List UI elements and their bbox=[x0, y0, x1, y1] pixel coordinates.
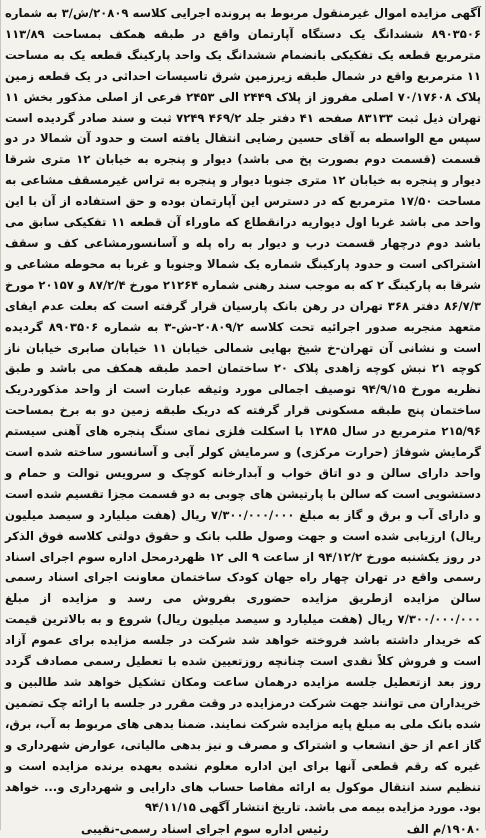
notice-footer bbox=[5, 820, 481, 838]
notice-body: آگهی مزایده اموال غیرمنقول مربوط به پرونده اجرایی کلاسه ۲۰۸۰۹/ش/۳ به شماره ۸۹۰۳۵۰۶ ششدانگ یک دستگاه آپارتمان واقع در طبقه همکف بمساحت ۱۱۳/۸۹ مترمربع قطعه یک تفکیکی بانضمام ششدانگ یک واحد پارکینگ قطعه یک به مساحت ۱۱ مترمربع واقع در شمال طبقه زیرزمین شرق تاسیسات احداثی در یک قطعه زمین پلاک ۷۰/۱۷۶۰۸ اصلی مفروز از پلاک ۲۴۴۹ الی ۲۴۵۳ فرعی از اصلی مذکور بخش ۱۱ تهران ذیل ثبت ۸۳۱۳۳ صفحه ۴۱ دفتر جلد ۴۶۹/۲ ۷۲۴۹ ثبت و سند صادر گردیده است سپس مع الواسطه به آقای حسین رضایی انتقال یافته است و حدود آن شمالا در دو قسمت (قسمت دوم بصورت پخ می باشد) دیوار و پنجره به خیابان ۱۲ متری شرقا دیوار و پنجره به خیابان ۱۲ متری جنوبا دیوار و پنجره به تراس غیرمسقف مشاعی به مساحت ۱۷/۵۰ مترمربع که در دسترس این آپارتمان بوده و حق استفاده از آن با این واحد می باشد غربا اول دیواریه درانقطاع که ماوراء آن قطعه ۱۱ تفکیکی سابق می باشد دوم درچهار قسمت درب و دیوار به راه پله و آسانسورمشاعی کف و سقف اشتراکی است و حدود پارکینگ شماره یک شمالا وجنوبا و غربا به محوطه مشاعی و شرقا به پارکینگ ۲ که به موجب سند رهنی شماره ۲۱۲۶۴ مورخ ۸۷/۲/۴ و ۲۰۱۵۷ مورخ ۸۶/۷/۳ دفتر ۳۶۸ تهران در رهن بانک پارسیان قرار گرفته است که بعلت عدم ایفای متعهد منجربه صدور اجرائیه تحت کلاسه ۲۰۸۰۹/۲-ش-۳ به شماره ۸۹۰۳۵۰۶ گردیده است و نشانی آن تهران-خ شیخ بهایی شمالی خیابان ۱۱ خیابان صابری خیابان ناز کوچه ۲۱ نبش کوچه زاهدی پلاک ۲۰ ساختمان احمد طبقه همکف می باشد و طبق نظریه مورخ ۹۴/۹/۱۵ توصیف اجمالی مورد وثیقه عبارت است از واحد مذکوردریک ساختمان پنج طبقه مسکونی قرار گرفته که دریک طبقه زمین دو به برخ بمساحت ۲۱۵/۹۶ مترمربع در سال ۱۳۸۵ با اسکلت فلزی نمای سنگ پنجره های آهنی سیستم گرمایش شوفاژ (حرارت مرکزی) و سرمایش کولر آبی و آسانسور ساخته شده است واحد دارای سالن و دو اتاق خواب و آبدارخانه کوچک و سرویس توالت و حمام و دستشویی است که سالن با پارتیشن های چوبی به دو قسمت مجزا تقسیم شده است و دارای آب و برق و گاز به مبلغ ۷/۳۰۰/۰۰۰/۰۰۰ ریال (هفت میلیارد و سیصد میلیون ریال) ارزیابی شده است و جهت وصول طلب بانک و حقوق دولتی کلاسه فوق الذکر در روز یکشنبه مورخ ۹۴/۱۲/۲ از ساعت ۹ الی ۱۲ ظهردرمحل اداره سوم اجرای اسناد رسمی واقع در تهران چهار راه جهان کودک ساختمان معاونت اجرای اسناد رسمی سالن مزایده ازطریق مزایده حضوری بفروش می رسد و مزایده از مبلغ ۷/۳۰۰/۰۰۰/۰۰۰ ریال (هفت میلیارد و سیصد میلیون ریال) شروع و به بالاترین قیمت که خریدار داشته باشد فروخته خواهد شد شرکت در جلسه مزایده برای عموم آزاد است و فروش کلاً نقدی است چنانچه روزتعیین شده با تعطیل رسمی مصادف گردد روز بعد ازتعطیل جلسه مزایده درهمان ساعت ومکان تشکیل خواهد شد طالبین و خریداران می توانند جهت شرکت درمزایده در وقت مقرر در جلسه با ارائه چک تضمین شده بانک ملی به مبلغ پایه مزایده شرکت نمایند. ضمنا بدهی های مربوط به آب، برق، گاز اعم از حق انشعاب و اشتراک و مصرف و نیز بدهی مالیاتی، عوارض شهرداری و غیره که رقم قطعی آنها برای این اداره معلوم نشده بعهده برنده مزایده است و تنظیم سند انتقال موکول به ارائه مفاصا حساب های دارایی و شهرداری و... خواهد بود. مورد مزایده بیمه می باشد. تاریخ انتشار آگهی ۹۴/۱۱/۱۵ bbox=[5, 6, 482, 815]
notice-code: ۱۹۰۸۰/م الف bbox=[406, 822, 481, 837]
notice-signer: رئیس اداره سوم اجرای اسناد رسمی-نقیبی bbox=[80, 822, 329, 837]
